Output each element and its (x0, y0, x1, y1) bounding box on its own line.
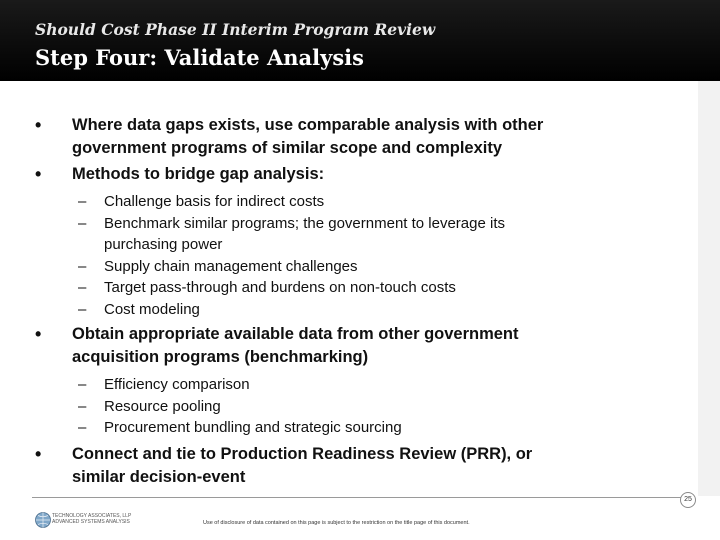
slide-subtitle: Should Cost Phase II Interim Program Review (35, 20, 436, 39)
content-panel (0, 81, 720, 496)
dash-glyph: – (78, 300, 87, 318)
bullet-item (35, 163, 672, 186)
bullet-glyph: • (35, 115, 42, 135)
sub-bullet-item (78, 191, 664, 213)
bullet-text: Obtain appropriate available data from other government (72, 325, 519, 343)
slide-title: Step Four: Validate Analysis (35, 45, 364, 70)
logo-text (52, 513, 152, 525)
sub-bullet-item (78, 277, 664, 299)
sub-bullet-text: Benchmark similar programs; the government to leverage its (104, 214, 506, 232)
dash-glyph: – (78, 257, 87, 275)
bullet-glyph: • (35, 164, 42, 184)
bullet-text: Where data gaps exists, use comparable analysis with other (72, 116, 544, 134)
sub-bullet-text: Resource pooling (104, 397, 221, 415)
sub-bullet-text: purchasing power (104, 236, 223, 253)
sub-bullet-text: Procurement bundling and strategic sourcing (104, 419, 402, 436)
bullet-glyph: • (35, 444, 42, 464)
sub-bullet-item (78, 299, 664, 321)
bullet-text: Connect and tie to Production Readiness Review (PRR), or (72, 445, 533, 463)
sub-bullet-item (78, 374, 664, 396)
sub-bullet-text: Challenge basis for indirect costs (104, 193, 325, 210)
bullet-text: Methods to bridge gap analysis: (72, 165, 325, 183)
sub-bullet-text: Efficiency comparison (104, 376, 250, 393)
sub-bullet-item (78, 417, 664, 439)
dash-glyph: – (78, 376, 87, 393)
dash-glyph: – (78, 214, 87, 232)
sub-bullet-text: Target pass-through and burdens on non-touch costs (104, 279, 456, 296)
logo-line-1: TECHNOLOGY ASSOCIATES, LLP (52, 513, 132, 519)
bullet-glyph: • (35, 324, 42, 344)
dash-glyph: – (78, 397, 87, 415)
bullet-item (35, 443, 672, 489)
footer-disclaimer: Use of disclosure of data contained on this page is subject to the restriction on the title page of this document. (203, 520, 470, 526)
sub-bullet-text: Cost modeling (104, 300, 200, 318)
bullet-text: similar decision-event (72, 468, 246, 486)
bullet-text: acquisition programs (benchmarking) (72, 348, 369, 366)
dash-glyph: – (78, 279, 87, 296)
footer-divider (32, 497, 688, 498)
bullet-list (0, 81, 698, 496)
sub-bullet-item (78, 396, 664, 418)
bullet-text: government programs of similar scope and complexity (72, 139, 503, 157)
globe-icon (34, 510, 52, 530)
company-logo (34, 510, 152, 530)
sub-bullet-item (78, 256, 664, 278)
sub-bullet-item (78, 213, 664, 256)
dash-glyph: – (78, 419, 87, 436)
sub-bullet-text: Supply chain management challenges (104, 257, 358, 275)
page-number: 25 (680, 492, 696, 508)
logo-line-2: ADVANCED SYSTEMS ANALYSIS (52, 519, 130, 525)
bullet-item (35, 114, 672, 160)
bullet-item (35, 323, 672, 369)
title-bar (0, 0, 720, 81)
dash-glyph: – (78, 193, 87, 210)
